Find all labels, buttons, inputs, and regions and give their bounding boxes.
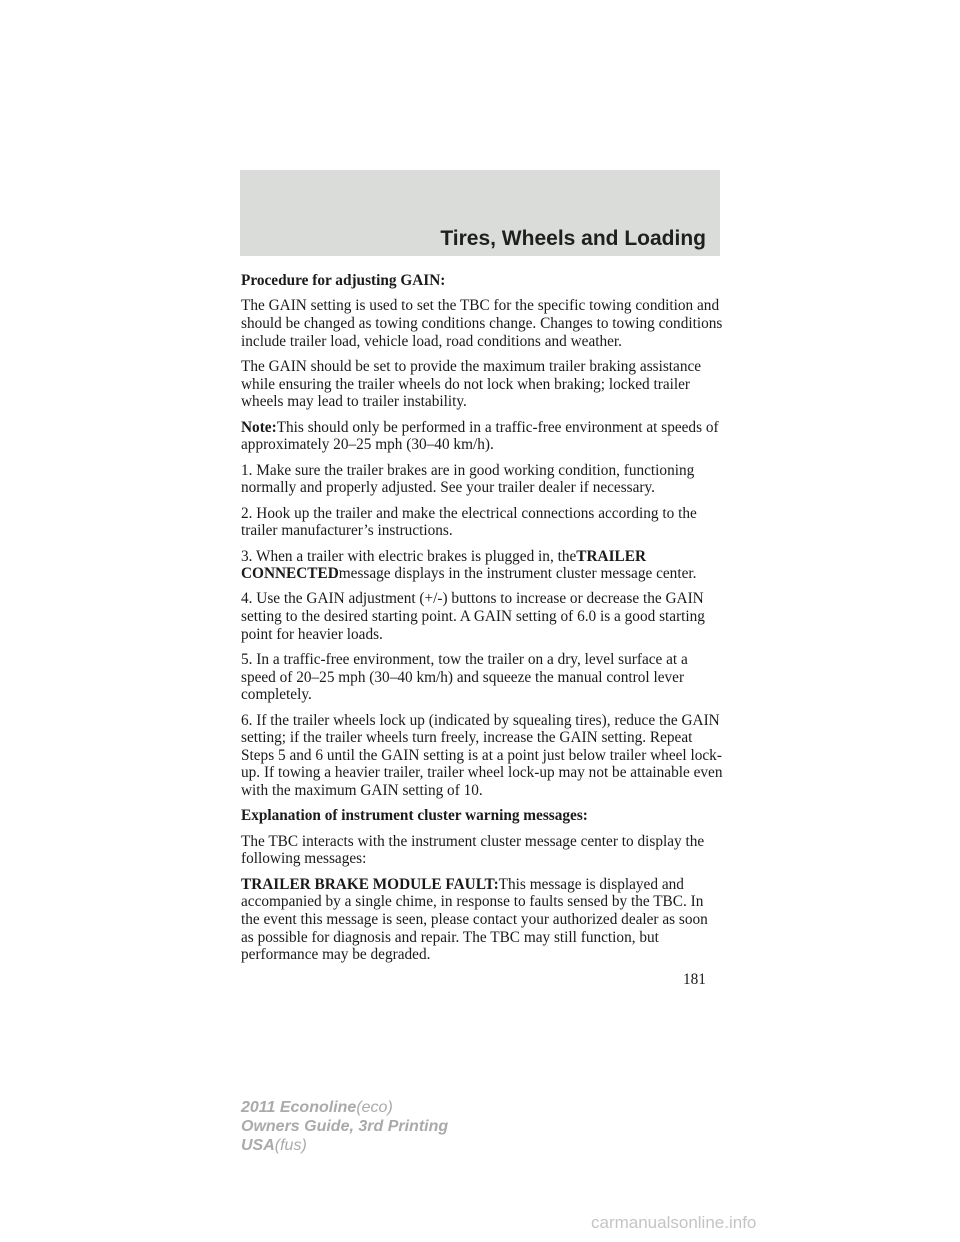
fault-text: This message is displayed and accompanied by a single chime, in response to faults sensed by the TBC. In the event this message is seen, please contact your authorized dealer as soon as possible for diagnosis and repair. The TBC may still function, but performance may be degraded. — [241, 875, 708, 964]
footer-market-line — [241, 1136, 448, 1155]
gain-paragraph-2: The GAIN should be set to provide the maximum trailer braking assistance while ensuring the trailer wheels do not lock when braking; locked trailer wheels may lead to trailer instability. — [241, 357, 702, 411]
step-4: 4. Use the GAIN adjustment (+/-) buttons to increase or decrease the GAIN setting to the desired starting point. A GAIN setting of 6.0 is a good starting point for heavier loads. — [241, 590, 705, 643]
footer-guide: Owners Guide, 3rd Printing — [241, 1118, 449, 1135]
footer-market-code: (fus) — [274, 1137, 307, 1154]
gain-procedure-heading: Procedure for adjusting GAIN: — [241, 272, 446, 289]
step-6: 6. If the trailer wheels lock up (indicated by squealing tires), reduce the GAIN setting; if the trailer wheels turn freely, increase the GAIN setting. Repeat Steps 5 and 6 until the GAIN setting is at a point just below trailer wheel lock-up. If towing a heavier trailer, trailer wheel lock-up may not be attainable even with the maximum GAIN setting of 10. — [241, 711, 723, 800]
step-3-text-start: 3. When a trailer with electric brakes is plugged in, the — [241, 547, 577, 565]
step-1: 1. Make sure the trailer brakes are in good working condition, functioning normally and properly adjusted. See your trailer dealer if necessary. — [241, 461, 695, 497]
note-paragraph — [241, 419, 723, 454]
page-number: 181 — [683, 971, 706, 988]
note-label: Note: — [241, 418, 277, 436]
fault-paragraph — [241, 876, 723, 964]
footer-model-code: (eco) — [356, 1099, 393, 1116]
page-content — [241, 272, 723, 972]
gain-paragraph-1: The GAIN setting is used to set the TBC for the specific towing condition and should be changed as towing conditions change. Changes to towing conditions include trailer load, vehicle load, road conditions and weather. — [241, 297, 723, 350]
step-2: 2. Hook up the trailer and make the electrical connections according to the trailer manufacturer’s instructions. — [241, 504, 697, 540]
step-3 — [241, 548, 723, 583]
trailer-connected-message: TRAILER CONNECTED — [241, 547, 646, 583]
step-3-text-end: message displays in the instrument cluster message center. — [338, 565, 697, 583]
section-title: Tires, Wheels and Loading — [440, 227, 706, 250]
footer — [241, 1098, 448, 1155]
step-5: 5. In a traffic-free environment, tow the trailer on a dry, level surface at a speed of 20–25 mph (30–40 km/h) and squeeze the manual control lever completely. — [241, 651, 688, 704]
note-text: This should only be performed in a traffic-free environment at speeds of approximately 20–25 mph (30–40 km/h). — [241, 418, 719, 454]
warning-intro: The TBC interacts with the instrument cluster message center to display the following messages: — [241, 832, 705, 868]
fault-label: TRAILER BRAKE MODULE FAULT: — [241, 875, 499, 893]
footer-model: 2011 Econoline — [241, 1099, 357, 1116]
section-header-band — [240, 170, 720, 256]
watermark: carmanualsonline.info — [591, 1213, 757, 1232]
footer-model-line — [241, 1098, 448, 1117]
footer-market: USA — [241, 1137, 275, 1154]
warning-messages-heading: Explanation of instrument cluster warning messages: — [241, 807, 588, 825]
